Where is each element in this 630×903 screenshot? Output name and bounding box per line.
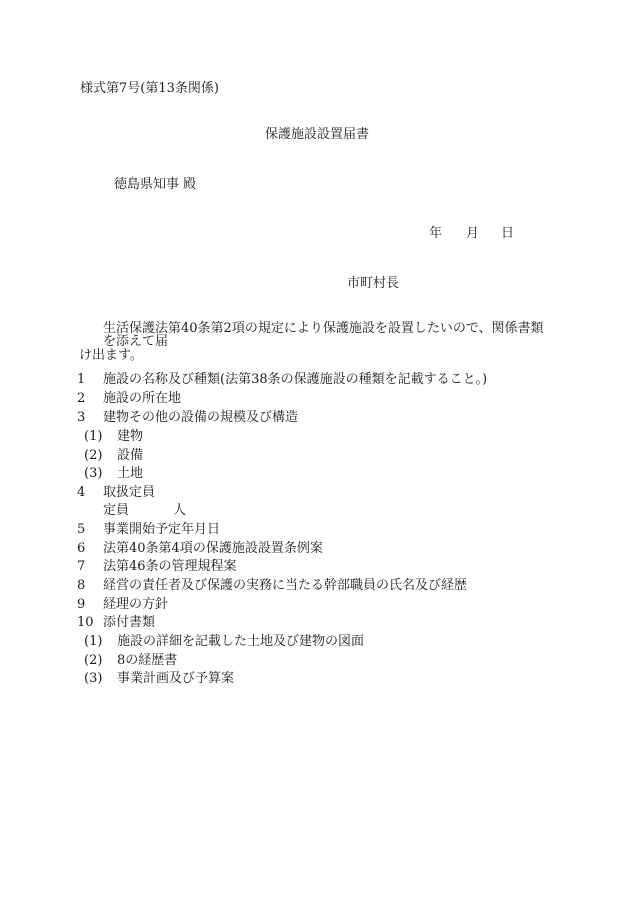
item-number: 3 [77, 410, 86, 425]
item-number: 8 [77, 578, 86, 593]
item-number: 7 [77, 559, 86, 574]
item-number: (3) [84, 671, 103, 686]
list-item [77, 598, 168, 611]
item-number: 1 [77, 372, 86, 387]
list-item [77, 542, 323, 555]
submitter: 市町村長 [347, 276, 400, 291]
item-text: 事業開始予定年月日 [103, 522, 221, 537]
list-item [77, 411, 298, 424]
item-number: (2) [84, 653, 103, 668]
body-text-line1: 生活保護法第40条第2項の規定により保護施設を設置したいので、関係書類を添えて届 [103, 321, 544, 349]
list-item [77, 616, 155, 629]
body-text-line2: け出ます。 [79, 348, 143, 363]
item-text: 法第46条の管理規程案 [103, 559, 237, 574]
sub-list-item [84, 467, 143, 480]
item-text: 取扱定員 [103, 485, 156, 500]
addressee: 徳島県知事 殿 [114, 177, 197, 192]
item-number: 10 [77, 615, 94, 630]
item-number: 2 [77, 391, 86, 406]
document-title: 保護施設設置届書 [265, 127, 370, 142]
list-item [77, 523, 220, 536]
sub-list-item [84, 430, 143, 443]
item-text: 経営の責任者及び保護の実務に当たる幹部職員の氏名及び経歴 [103, 578, 468, 593]
sub-list-item [84, 449, 143, 462]
item-number: 4 [77, 485, 86, 500]
list-item [77, 560, 237, 573]
sub-list-item [84, 635, 364, 648]
form-label: 様式第7号(第13条関係) [80, 81, 219, 96]
item-text: 施設の名称及び種類(法第38条の保護施設の種類を記載すること。) [103, 372, 488, 387]
item-text: 8の経歴書 [117, 653, 178, 668]
date-month-label: 月 [466, 226, 480, 241]
item-number: (3) [84, 466, 103, 481]
item-text: 建物 [117, 429, 144, 444]
item-text: 施設の詳細を記載した土地及び建物の図面 [117, 634, 365, 649]
item-number: (2) [84, 448, 103, 463]
item-text: 経理の方針 [103, 597, 169, 612]
sub-list-item [84, 672, 234, 685]
item-number: 6 [77, 541, 86, 556]
item-text: 施設の所在地 [103, 391, 182, 406]
item-text: 法第40条第4項の保護施設設置条例案 [103, 541, 323, 556]
item-text: 添付書類 [103, 615, 156, 630]
item-number: 5 [77, 522, 86, 537]
capacity-unit: 人 [173, 503, 187, 518]
item-text: 設備 [117, 448, 144, 463]
date-day-label: 日 [501, 226, 515, 241]
item-number: (1) [84, 429, 103, 444]
capacity-label: 定員 [103, 503, 130, 518]
item-number: (1) [84, 634, 103, 649]
list-item [77, 373, 487, 386]
item-text: 土地 [117, 466, 144, 481]
item-text: 建物その他の設備の規模及び構造 [103, 410, 299, 425]
list-item [77, 392, 181, 405]
list-item [77, 486, 155, 499]
list-item [77, 579, 467, 592]
item-number: 9 [77, 597, 86, 612]
date-year-label: 年 [429, 226, 443, 241]
item-text: 事業計画及び予算案 [117, 671, 235, 686]
sub-list-item [84, 654, 177, 667]
